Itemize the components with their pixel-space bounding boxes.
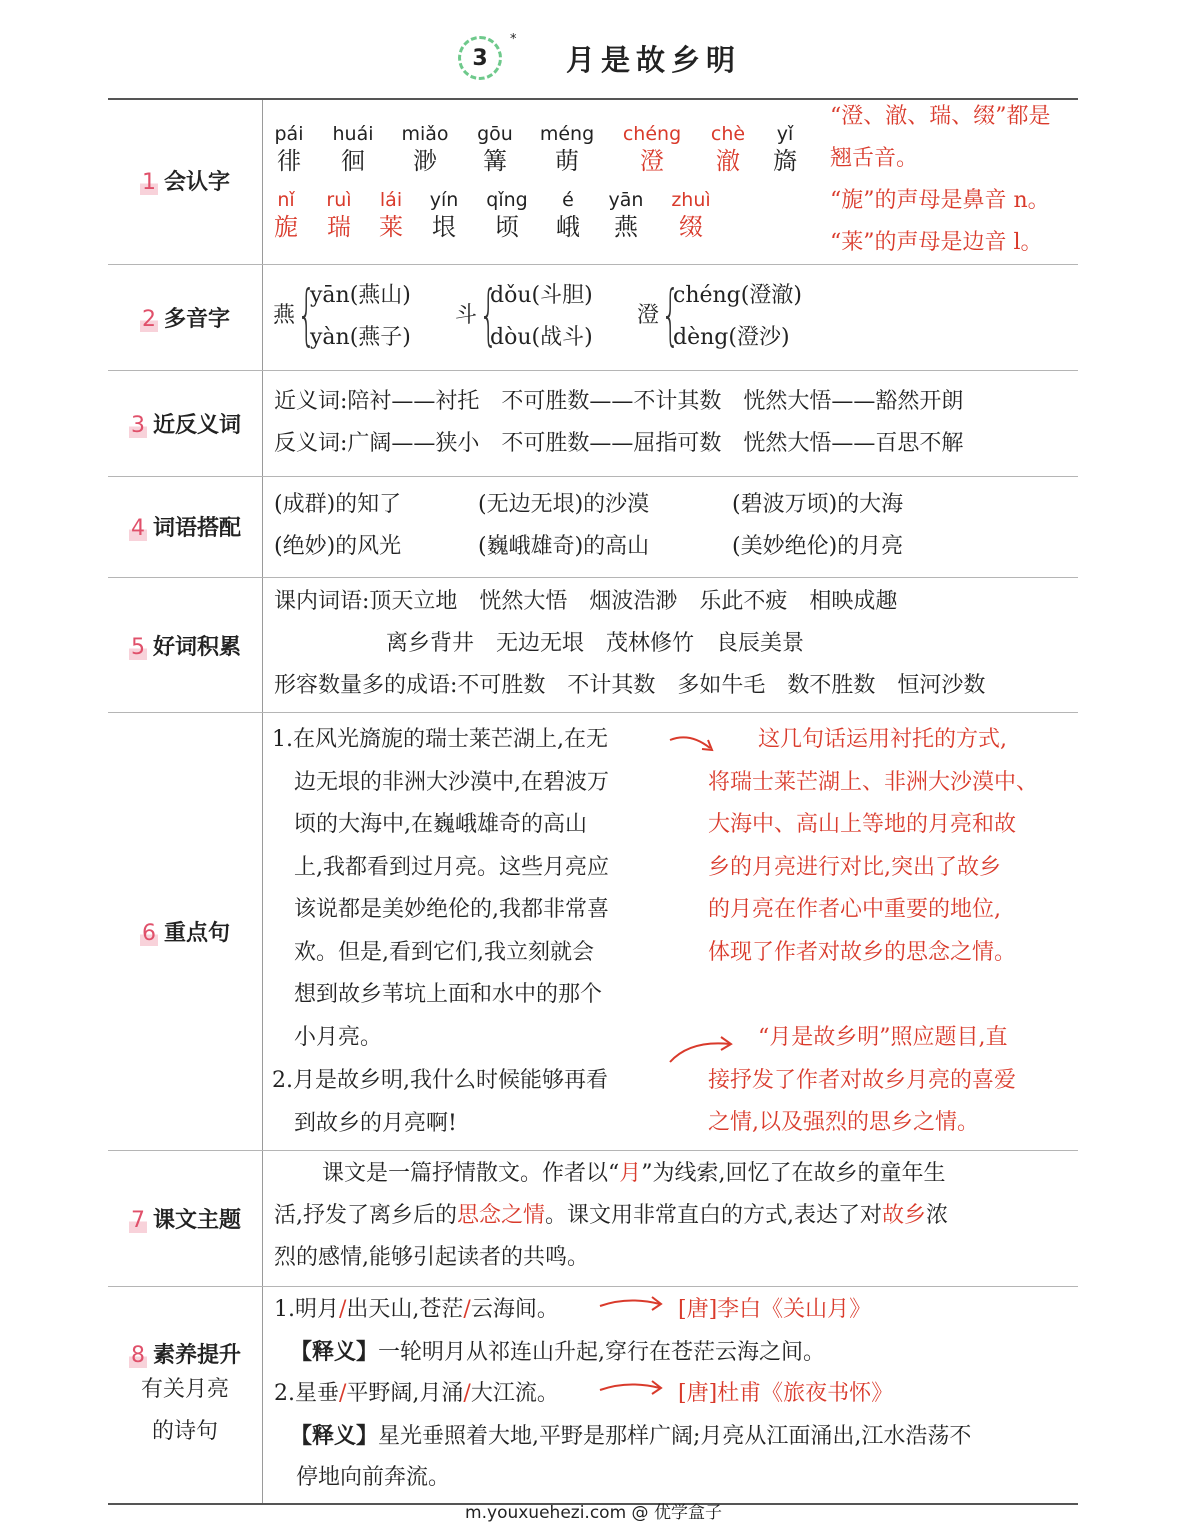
polyphone-reading-b: dèng(澄沙) [673, 325, 790, 350]
arrow-icon [598, 1292, 668, 1316]
collocation-item: (绝妙)的风光 [274, 534, 402, 559]
pinyin-text: yín [429, 189, 459, 211]
pinyin-text: huái [332, 123, 374, 145]
note-nasal: “旎”的声母是鼻音 n。 [830, 188, 1050, 213]
text-line: 1.在风光旖旎的瑞士莱芒湖上,在无 [272, 727, 608, 752]
pinyin-char-cell [661, 188, 721, 242]
text-line: “月是故乡明”照应题目,直 [758, 1025, 1008, 1050]
theme-line-3: 烈的感情,能够引起读者的共鸣。 [274, 1245, 589, 1270]
pinyin-text: é [562, 189, 574, 211]
poem-source-1: [唐]李白《关山月》 [678, 1297, 872, 1322]
text-line: 欢。但是,看到它们,我立刻就会 [294, 939, 594, 965]
pinyin-text: lái [379, 189, 403, 211]
text-line: 体现了作者对故乡的思念之情。 [708, 939, 1017, 965]
text-line: 小月亮。 [294, 1024, 383, 1050]
row-divider [108, 712, 1078, 713]
collocation-item: (无边无垠)的沙漠 [478, 492, 650, 517]
text-line: 的月亮在作者心中重要的地位, [708, 897, 1001, 922]
text-line: 接抒发了作者对故乡月亮的喜爱 [708, 1067, 1017, 1093]
hanzi-text: 旎 [274, 213, 298, 241]
brace-icon: { [661, 276, 680, 353]
text-line: 之情,以及强烈的思乡之情。 [708, 1110, 979, 1135]
text-line: 上,我都看到过月亮。这些月亮应 [294, 854, 609, 880]
row-divider [108, 264, 1078, 265]
hanzi-text: 萌 [555, 147, 579, 175]
hanzi-text: 渺 [413, 147, 437, 175]
poem-meaning-1: 【释义】一轮明月从祁连山升起,穿行在苍茫云海之间。 [290, 1339, 826, 1365]
page-title: 月是故乡明 [566, 43, 742, 77]
synonyms-line: 近义词:陪衬——衬托 不可胜数——不计其数 恍然大悟——豁然开朗 [274, 389, 964, 414]
pinyin-text: miǎo [401, 123, 449, 145]
polyphone-reading-a: chéng(澄澈) [673, 283, 802, 308]
pinyin-text: chéng [622, 123, 682, 145]
row-divider [108, 1286, 1078, 1287]
arrow-icon [668, 728, 720, 758]
pinyin-char-cell [596, 188, 656, 242]
pinyin-char-cell [537, 122, 597, 176]
row-label-literacy: 8 素养提升 有关月亮 的诗句 [130, 1343, 241, 1444]
row-label-recognize-chars: 1 会认字 [141, 170, 230, 195]
lesson-number-badge: 3 [458, 36, 502, 80]
hanzi-text: 徊 [341, 147, 365, 175]
row-label-good-words: 5 好词积累 [130, 635, 241, 660]
pinyin-text: gōu [477, 123, 513, 145]
pinyin-char-cell [309, 188, 369, 242]
collocation-item: (成群)的知了 [274, 492, 402, 517]
text-line: 这几句话运用衬托的方式, [758, 727, 1007, 752]
theme-line-2: 活,抒发了离乡后的思念之情。课文用非常直白的方式,表达了对故乡浓 [274, 1203, 949, 1228]
row-label-theme: 7 课文主题 [130, 1208, 241, 1233]
antonyms-line: 反义词:广阔——狭小 不可胜数——屈指可数 恍然大悟——百思不解 [274, 431, 964, 456]
brace-icon: { [479, 276, 498, 353]
hanzi-text: 澈 [716, 147, 740, 175]
polyphone-reading-a: yān(燕山) [310, 283, 411, 308]
pinyin-char-cell [323, 122, 383, 176]
pinyin-char-cell [256, 188, 316, 242]
hanzi-text: 旖 [773, 147, 797, 175]
note-lateral: “莱”的声母是边音 l。 [830, 230, 1043, 255]
hanzi-text: 顷 [495, 213, 519, 241]
pinyin-text: ruì [326, 189, 352, 211]
pinyin-char-cell [259, 122, 319, 176]
brace-icon: { [297, 276, 316, 353]
note-retroflex: “澄、澈、瑞、缀”都是 [830, 104, 1051, 129]
good-words-line-1: 课内词语:顶天立地 恍然大悟 烟波浩渺 乐此不疲 相映成趣 [274, 589, 898, 614]
hanzi-text: 燕 [614, 213, 638, 241]
poem-meaning-2-cont: 停地向前奔流。 [296, 1465, 451, 1490]
row-label-key-sentences: 6 重点句 [141, 921, 230, 946]
pinyin-char-cell [414, 188, 474, 242]
pinyin-text: chè [710, 123, 746, 145]
pinyin-text: pái [274, 123, 304, 145]
note-retroflex-cont: 翘舌音。 [830, 146, 919, 171]
pinyin-char-cell [698, 122, 758, 176]
hanzi-text: 澄 [640, 147, 664, 175]
polyphone-reading-b: yàn(燕子) [310, 325, 411, 350]
footer-watermark: m.youxuehezi.com @ 优学盒子 [465, 1503, 722, 1523]
row-divider [108, 577, 1078, 578]
poem-line-1: 1.明月/出天山,苍茫/云海间。 [274, 1297, 559, 1322]
pinyin-char-cell [477, 188, 537, 242]
row-divider [108, 476, 1078, 477]
text-line: 想到故乡苇坑上面和水中的那个 [294, 982, 603, 1007]
text-line: 大海中、高山上等地的月亮和故 [708, 812, 1017, 837]
pinyin-char-cell [395, 122, 455, 176]
hanzi-text: 莱 [379, 213, 403, 241]
polyphone-char: 斗 [455, 303, 478, 328]
poem-line-2: 2.星垂/平野阔,月涌/大江流。 [274, 1381, 559, 1406]
pinyin-text: yān [608, 189, 644, 211]
row-label-collocations: 4 词语搭配 [130, 516, 241, 541]
pinyin-text: zhuì [671, 189, 711, 211]
hanzi-text: 垠 [432, 213, 456, 241]
text-line: 乡的月亮进行对比,突出了故乡 [708, 854, 1001, 880]
table-column-divider [262, 100, 263, 1503]
row-divider [108, 1150, 1078, 1151]
polyphone-char: 澄 [637, 303, 660, 328]
polyphone-reading-b: dòu(战斗) [490, 325, 593, 350]
pinyin-char-cell [622, 122, 682, 176]
arrow-icon [598, 1376, 668, 1400]
arrow-icon [668, 1032, 738, 1066]
pinyin-char-cell [538, 188, 598, 242]
pinyin-char-cell [755, 122, 815, 176]
hanzi-text: 峨 [556, 213, 580, 241]
text-line: 该说都是美妙绝伦的,我都非常喜 [294, 897, 609, 922]
hanzi-text: 缀 [679, 213, 703, 241]
pinyin-text: nǐ [277, 189, 295, 211]
good-words-line-3: 形容数量多的成语:不可胜数 不计其数 多如牛毛 数不胜数 恒河沙数 [274, 673, 986, 698]
collocation-item: (美妙绝伦)的月亮 [732, 534, 904, 559]
pinyin-char-cell [361, 188, 421, 242]
text-line: 边无垠的非洲大沙漠中,在碧波万 [294, 769, 609, 795]
poem-source-2: [唐]杜甫《旅夜书怀》 [678, 1381, 894, 1406]
collocation-item: (巍峨雄奇)的高山 [478, 534, 650, 559]
good-words-line-2: 离乡背井 无边无垠 茂林修竹 良辰美景 [386, 631, 805, 656]
pinyin-text: qǐng [486, 189, 528, 211]
row-label-synonyms: 3 近反义词 [130, 413, 241, 438]
text-line: 2.月是故乡明,我什么时候能够再看 [272, 1068, 608, 1093]
hanzi-text: 徘 [277, 147, 301, 175]
text-line: 到故乡的月亮啊! [294, 1110, 457, 1136]
pinyin-text: méng [539, 123, 595, 145]
polyphone-reading-a: dǒu(斗胆) [490, 283, 593, 308]
theme-line-1: 课文是一篇抒情散文。作者以“月”为线索,回忆了在故乡的童年生 [322, 1161, 946, 1186]
poem-meaning-2: 【释义】星光垂照着大地,平野是那样广阔;月亮从江面涌出,江水浩荡不 [290, 1423, 972, 1449]
text-line: 将瑞士莱芒湖上、非洲大沙漠中、 [708, 769, 1039, 795]
hanzi-text: 瑞 [327, 213, 351, 241]
row-label-polyphones: 2 多音字 [141, 307, 230, 332]
polyphone-char: 燕 [273, 303, 296, 328]
pinyin-text: yǐ [776, 123, 794, 145]
text-line: 顷的大海中,在巍峨雄奇的高山 [294, 812, 587, 837]
lesson-mark: * [510, 32, 517, 47]
collocation-item: (碧波万顷)的大海 [732, 492, 904, 517]
hanzi-text: 篝 [483, 147, 507, 175]
row-divider [108, 370, 1078, 371]
pinyin-char-cell [465, 122, 525, 176]
